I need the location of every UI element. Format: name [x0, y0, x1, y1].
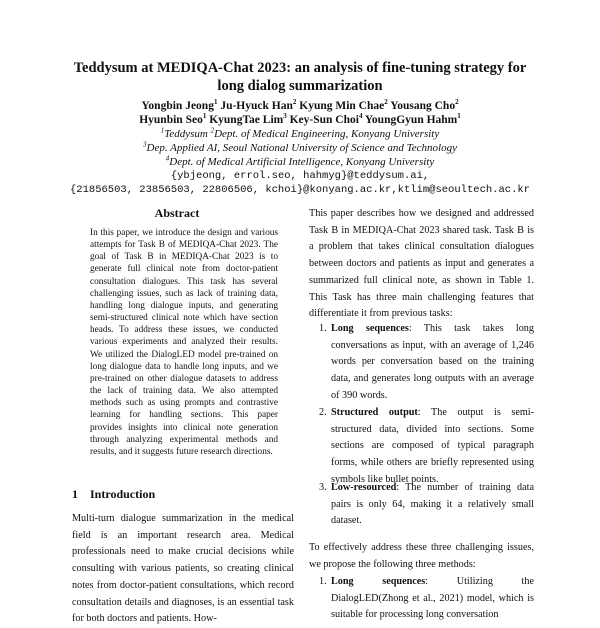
- affiliation: Dept. of Medical Artificial Intelligence, Konyang University: [169, 156, 435, 168]
- introduction-text: Multi-turn dialogue summarization in the medical field is an important research area. Medical professionals need to make crucial decisions while consulting with various patients, so creating clinical notes from doctor-patient consultations, which record consultation details and diagnoses, is an essential task for both doctors and patients. How-: [72, 513, 294, 625]
- author-sup: 3: [283, 112, 287, 121]
- method-number: 1.: [319, 576, 327, 587]
- affil-sup: 3: [143, 140, 147, 149]
- author-sup: 1: [213, 98, 218, 107]
- author-name: KyungTae Lim: [209, 114, 284, 126]
- author-sup: 1: [457, 112, 461, 121]
- author-name: Key-Sun Choi: [289, 114, 359, 126]
- affiliation-line-1: [40, 127, 560, 141]
- feature-item-3: [309, 480, 534, 530]
- email-line-1: {ybjeong, errol.seo, hahmyg}@teddysum.ai,: [170, 170, 430, 182]
- affiliation-line-3: [40, 155, 560, 169]
- author-line-2: [40, 113, 560, 127]
- author-sup: 4: [358, 112, 363, 121]
- author-name: YoungGyun Hahm: [364, 114, 458, 126]
- feature-text: : The number of training data pairs is only 64, making it a relatively small dataset.: [331, 482, 534, 527]
- author-name: Yongbin Jeong: [141, 100, 214, 112]
- right-paragraph-2: To effectively address these three challenging issues, we propose the following three methods:: [309, 542, 534, 570]
- author-sup: 1: [202, 112, 207, 121]
- feature-number: 2.: [319, 407, 327, 418]
- abstract-heading: Abstract: [154, 206, 200, 220]
- feature-text: : This task takes long conversations as input, with an average of 1,246 words per conversation based on the training data, and generates long outputs with an average of 390 words.: [331, 323, 534, 401]
- affiliation-line-2: [40, 141, 560, 155]
- method-item-1: [309, 574, 534, 624]
- affil-sup: 2: [210, 126, 215, 135]
- author-name: Ju-Hyuck Han: [220, 100, 293, 112]
- method-text: : Utilizing the DialogLED(Zhong et al., 2021) model, which is suitable for processing long conversation: [331, 576, 534, 621]
- feature-item-1: [309, 321, 534, 405]
- affiliation: Teddysum: [164, 128, 211, 140]
- affiliation: Dept. of Medical Engineering, Konyang University: [214, 128, 440, 140]
- method-term: Long sequences: [331, 576, 426, 587]
- right-paragraph-1: This paper describes how we designed and addressed Task B in MEDIQA-Chat 2023 shared task. Task B is a problem that takes clinical consultation dialogues between doctors and patients as input and generates a summarized full clinical note, as shown in Table 1. This Task has three main challenging features that differentiate it from previous tasks:: [309, 208, 534, 320]
- author-sup: 2: [455, 98, 459, 107]
- feature-term: Structured output: [331, 407, 418, 418]
- feature-term: Low-resourced: [331, 482, 397, 493]
- section-title: Introduction: [90, 487, 156, 501]
- affil-sup: 1: [160, 126, 165, 135]
- feature-number: 1.: [319, 323, 327, 334]
- affil-sup: 4: [165, 154, 170, 163]
- author-name: Yousang Cho: [390, 100, 456, 112]
- feature-text: : The output is semi-structured data, divided into sections. Some sections are composed of typical paragraph forms, while others are briefly represented using symbols like bullet points.: [331, 407, 534, 485]
- affiliation: Dep. Applied AI, Seoul National University of Science and Technology: [146, 142, 457, 154]
- author-sup: 2: [292, 98, 297, 107]
- feature-number: 3.: [319, 482, 327, 493]
- section-number: 1: [72, 487, 78, 501]
- feature-item-2: [309, 405, 534, 489]
- paper-title-line-1: Teddysum at MEDIQA-Chat 2023: an analysis of fine-tuning strategy for: [73, 60, 527, 76]
- email-line-2: {21856503, 23856503, 22806506, kchoi}@konyang.ac.kr,ktlim@seoultech.ac.kr: [70, 184, 530, 196]
- paper-title-line-2: long dialog summarization: [217, 78, 383, 94]
- author-name: Hyunbin Seo: [139, 114, 203, 126]
- author-name: Kyung Min Chae: [299, 100, 385, 112]
- feature-term: Long sequences: [331, 323, 409, 334]
- abstract-text: In this paper, we introduce the design and various attempts for Task B of MEDIQA-Chat 2023. The goal of Task B in MEDIQA-Chat 2023 is to generate full clinical note from doctor-patient consultation dialogues. This task has several challenging issues, such as lack of training data, handling long dialogue inputs, and generating semi-structured clinical note which have section heads. To address these issues, we conducted various experiments and analyzed their results. We utilized the DialogLED model pre-trained on long dialogue data to handle long inputs, and we pre-trained on other dialogue datasets to address the lack of training data. We also attempted methods such as using prompts and contrastive learning for handling sections. This paper provides insights into clinical note generation through analyzing experimental methods and results, and it suggests future research directions.: [90, 228, 278, 457]
- author-line-1: [40, 99, 560, 113]
- author-sup: 2: [384, 98, 388, 107]
- section-heading-introduction: [72, 487, 155, 502]
